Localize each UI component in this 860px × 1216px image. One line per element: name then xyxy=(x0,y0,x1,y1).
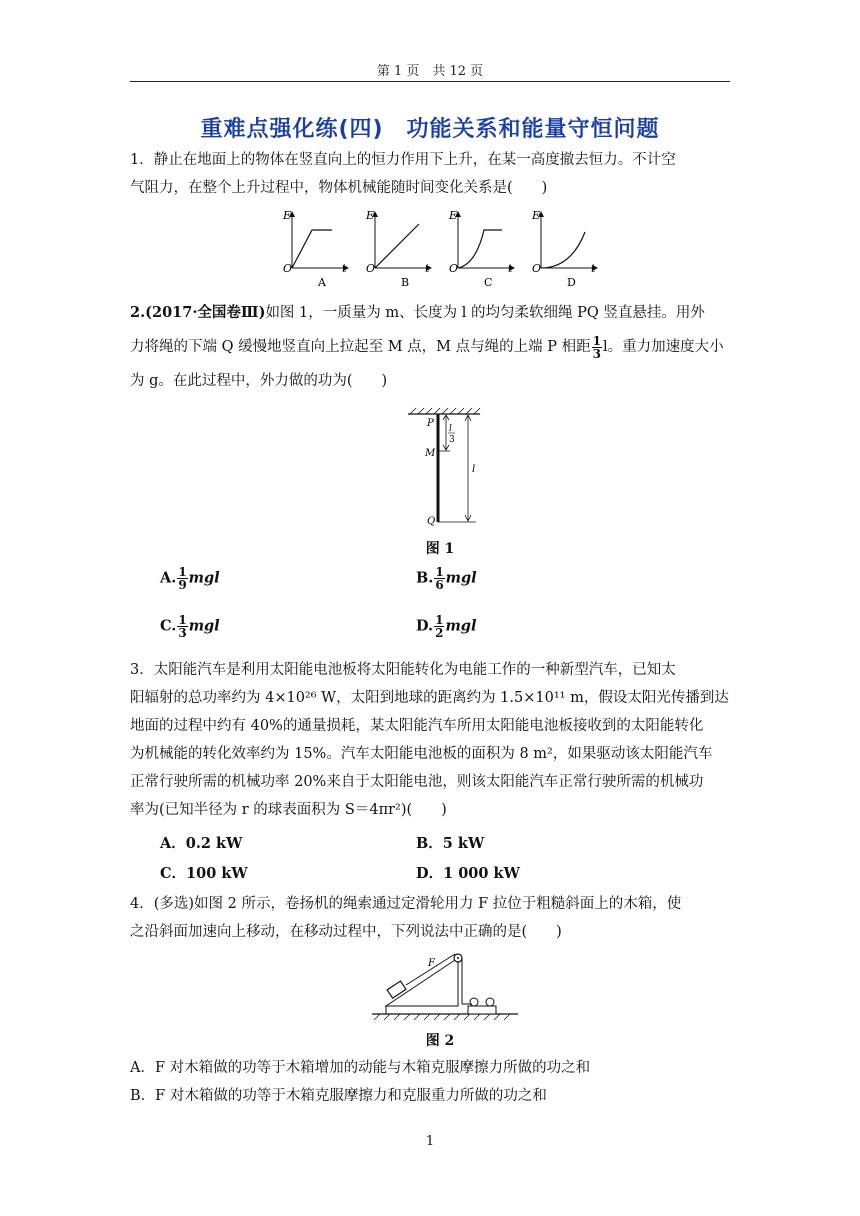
q2-option-a-letter: A. xyxy=(160,569,177,587)
q2-line-3: 为 g。在此过程中，外力做的功为( ) xyxy=(130,373,388,389)
q2-source: (2017·全国卷Ⅲ) xyxy=(145,304,266,321)
graph-c-x-label: t xyxy=(508,262,513,275)
figure-1 xyxy=(400,404,490,530)
q3-line-6: 率为(已知半径为 r 的球表面积为 S＝4πr²)( ) xyxy=(130,802,447,818)
q2-line-2a: 力将绳的下端 Q 缓慢地竖直向上拉起至 M 点，M 点与绳的上端 P 相距 xyxy=(130,339,591,355)
label-seg-top-den: 3 xyxy=(449,435,455,445)
label-q: Q xyxy=(427,516,436,527)
q2-option-a-num: 1 xyxy=(178,565,187,579)
q4-line-1: 4．(多选)如图 2 所示，卷扬机的绳索通过定滑轮用力 F 拉位于粗糙斜面上的木箱，使 xyxy=(130,896,682,912)
question-4 xyxy=(130,890,730,946)
q2-option-c-num: 1 xyxy=(178,613,187,627)
page-header: 第 1 页 共 12 页 xyxy=(376,64,484,79)
q3-line-2: 阳辐射的总功率约为 4×10²⁶ W，太阳到地球的距离约为 1.5×10¹¹ m，假设太阳光传播到达 xyxy=(130,690,729,706)
wooden-box xyxy=(387,981,406,998)
graph-c-label: C xyxy=(484,276,493,289)
q2-option-c-expr: mgl xyxy=(188,617,220,635)
q4-line-2: 之沿斜面加速向上移动，在移动过程中，下列说法中正确的是( ) xyxy=(130,924,562,940)
q3-option-b: B．5 kW xyxy=(416,835,485,852)
q1-line-1: 1．静止在地面上的物体在竖直向上的恒力作用下上升，在某一高度撤去恒力。不计空 xyxy=(130,152,676,168)
graph-b-x-label: t xyxy=(425,262,430,275)
graph-a-y-label: E xyxy=(283,209,292,222)
q2-option-b-num: 1 xyxy=(435,565,444,579)
q2-fraction xyxy=(592,335,602,360)
q2-option-b-den: 6 xyxy=(435,578,444,592)
graph-c-y-label: E xyxy=(449,209,458,222)
q4-options xyxy=(130,1054,730,1110)
graph-a-label: A xyxy=(318,276,326,289)
graph-d-origin: O xyxy=(532,262,542,275)
figure-2-caption: 图 2 xyxy=(425,1033,455,1049)
winch-drum xyxy=(470,998,478,1006)
q3-line-1: 3．太阳能汽车是利用太阳能电池板将太阳能转化为电能工作的一种新型汽车，已知太 xyxy=(130,662,676,678)
header-rule xyxy=(130,81,730,82)
q3-option-a: A．0.2 kW xyxy=(160,835,243,852)
q1-line-2: 气阻力，在整个上升过程中，物体机械能随时间变化关系是( ) xyxy=(130,180,548,196)
q2-option-d-frac xyxy=(434,614,444,639)
graph-b-label: B xyxy=(401,276,410,289)
q2-option-d-num: 1 xyxy=(435,613,444,627)
q2-line-1: 如图 1，一质量为 m、长度为 l 的均匀柔软细绳 PQ 竖直悬挂。用外 xyxy=(265,305,705,321)
graph-b xyxy=(365,209,431,289)
q2-number: 2. xyxy=(130,304,146,321)
q3-line-3: 地面的过程中约有 40%的通量损耗，某太阳能汽车所用太阳能电池板接收到的太阳能转化 xyxy=(130,718,704,734)
q2-option-a-expr: mgl xyxy=(188,569,220,587)
graph-c-origin: O xyxy=(449,262,459,275)
graph-d-x-label: t xyxy=(591,262,596,275)
q2-option-d-letter: D. xyxy=(416,617,434,635)
q2-frac-num: 1 xyxy=(592,333,601,348)
q4-option-a: A．F 对木箱做的功等于木箱增加的动能与木箱克服摩擦力所做的功之和 xyxy=(130,1060,591,1076)
label-m: M xyxy=(425,448,436,459)
q3-line-5: 正常行驶所需的机械功率 20%来自于太阳能电池，则该太阳能汽车正常行驶所需的机械功 xyxy=(130,774,704,790)
question-3 xyxy=(130,656,730,824)
q2-option-c xyxy=(160,614,220,639)
q2-option-d xyxy=(416,614,476,639)
figure-1-caption: 图 1 xyxy=(425,541,455,557)
q2-option-b-letter: B. xyxy=(416,569,434,587)
q2-option-d-expr: mgl xyxy=(445,617,477,635)
q2-option-a xyxy=(160,566,220,591)
graph-d-label: D xyxy=(567,276,576,289)
winch-base xyxy=(468,1006,496,1014)
q3-line-4: 为机械能的转化效率约为 15%。汽车太阳能电池板的面积为 8 m²，如果驱动该太阳能汽车 xyxy=(130,746,713,762)
q3-option-d: D．1 000 kW xyxy=(416,865,520,882)
graph-a xyxy=(282,209,348,289)
graph-a-origin: O xyxy=(283,262,293,275)
graph-d xyxy=(531,209,597,289)
graph-b-origin: O xyxy=(366,262,376,275)
q2-option-a-den: 9 xyxy=(178,578,187,592)
q3-option-c: C．100 kW xyxy=(160,865,248,882)
q2-option-c-letter: C. xyxy=(160,617,177,635)
q2-option-a-frac xyxy=(177,566,187,591)
graph-a-x-label: t xyxy=(342,262,347,275)
q4-option-b: B．F 对木箱做的功等于木箱克服摩擦力和克服重力所做的功之和 xyxy=(130,1088,547,1104)
q2-line-2b: l。重力加速度大小 xyxy=(602,339,724,355)
q2-option-d-den: 2 xyxy=(435,626,444,640)
page-title: 重难点强化练(四) 功能关系和能量守恒问题 xyxy=(200,117,660,142)
label-f: F xyxy=(428,958,435,969)
q2-option-b xyxy=(416,566,477,591)
question-1 xyxy=(130,146,730,202)
q2-frac-den: 3 xyxy=(592,346,601,361)
label-seg-full: l xyxy=(472,464,476,475)
q2-option-b-frac xyxy=(434,566,444,591)
graph-c xyxy=(448,209,514,289)
label-p: P xyxy=(427,418,434,429)
graph-b-y-label: E xyxy=(366,209,375,222)
q1-graphs xyxy=(270,202,620,292)
page-number: 1 xyxy=(425,1134,435,1149)
q2-option-c-frac xyxy=(177,614,187,639)
question-2 xyxy=(130,296,730,398)
q2-option-b-expr: mgl xyxy=(445,569,477,587)
q2-option-c-den: 3 xyxy=(178,626,187,640)
graph-d-y-label: E xyxy=(532,209,541,222)
figure-2 xyxy=(368,948,524,1024)
label-seg-top-num: l xyxy=(449,424,452,434)
